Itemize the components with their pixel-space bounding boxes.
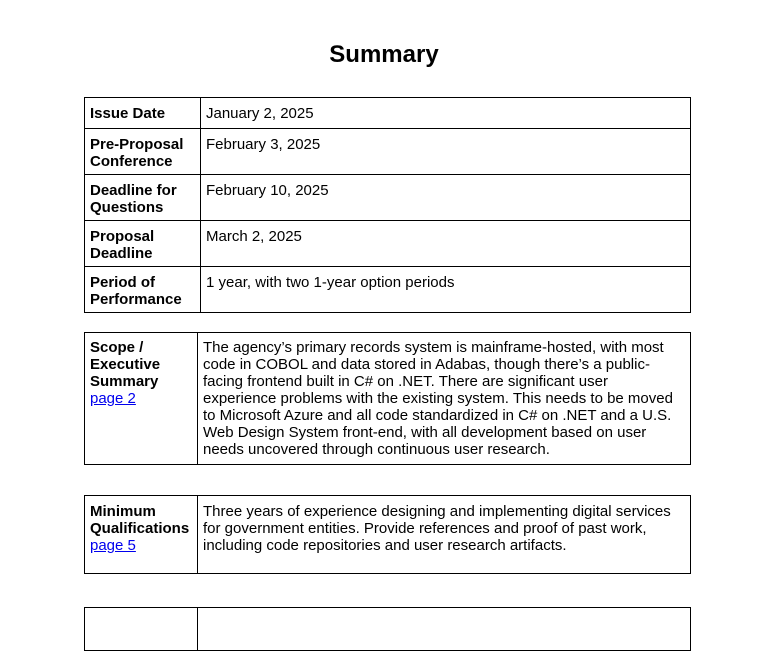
qualifications-page-link[interactable]: page 5	[90, 537, 136, 554]
table-row	[85, 496, 691, 574]
deadline-for-questions-value: February 10, 2025	[201, 175, 691, 221]
scope-label: Scope / Executive Summary	[90, 339, 161, 390]
qualifications-label-cell	[85, 496, 198, 574]
qualifications-table	[84, 495, 691, 574]
issue-date-value: January 2, 2025	[201, 98, 691, 129]
issue-date-label: Issue Date	[85, 98, 201, 129]
pre-proposal-conference-label: Pre-Proposal Conference	[85, 129, 201, 175]
next-table-label-cell	[85, 608, 198, 651]
scope-label-cell	[85, 333, 198, 465]
key-dates-table	[84, 97, 691, 313]
deadline-for-questions-label: Deadline for Questions	[85, 175, 201, 221]
period-of-performance-value: 1 year, with two 1-year option periods	[201, 267, 691, 313]
proposal-deadline-label: Proposal Deadline	[85, 221, 201, 267]
qualifications-label: Minimum Qualifications	[90, 503, 190, 537]
table-row	[85, 175, 691, 221]
proposal-deadline-value: March 2, 2025	[201, 221, 691, 267]
next-table	[84, 607, 691, 651]
next-table-value-cell	[198, 608, 691, 651]
table-row	[85, 129, 691, 175]
table-row	[85, 608, 691, 651]
period-of-performance-label: Period of Performance	[85, 267, 201, 313]
scope-page-link[interactable]: page 2	[90, 390, 136, 407]
table-row	[85, 221, 691, 267]
table-row	[85, 98, 691, 129]
table-row	[85, 333, 691, 465]
qualifications-text: Three years of experience designing and implementing digital services for government entities. Provide references and proof of past work, including code repositories and user research artifacts.	[198, 496, 691, 574]
table-row	[85, 267, 691, 313]
pre-proposal-conference-value: February 3, 2025	[201, 129, 691, 175]
scope-table	[84, 332, 691, 465]
page-title: Summary	[329, 41, 439, 68]
scope-text: The agency’s primary records system is mainframe-hosted, with most code in COBOL and data stored in Adabas, though there’s a public-facing frontend built in C# on .NET. There are significant user experience problems with the existing system. This needs to be moved to Microsoft Azure and all code standardized in C# on .NET and a U.S. Web Design System front-end, with all development based on user needs uncovered through continuous user research.	[198, 333, 691, 465]
